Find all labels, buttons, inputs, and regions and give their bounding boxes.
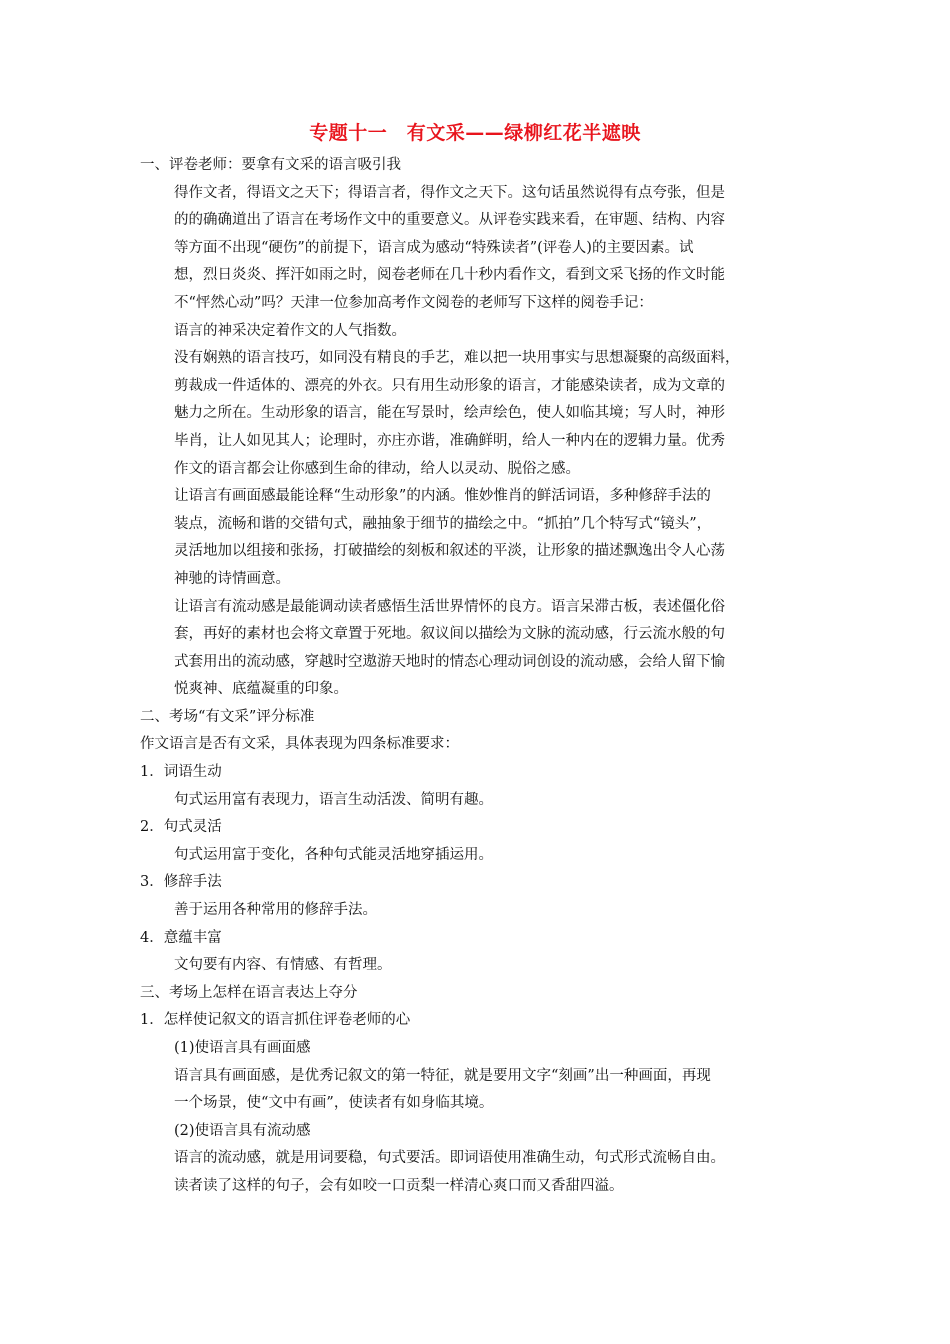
body-text-line: 得作文者，得语文之天下；得语言者，得作文之天下。这句话虽然说得有点夸张，但是 — [174, 184, 725, 201]
body-text-line: 句式运用富有表现力，语言生动活泼、简明有趣。 — [174, 791, 493, 808]
body-text-line: 没有娴熟的语言技巧，如同没有精良的手艺，难以把一块用事实与思想凝聚的高级面料， — [174, 350, 740, 367]
body-text-line: 剪裁成一件适体的、漂亮的外衣。只有用生动形象的语言，才能感染读者，成为文章的 — [174, 377, 725, 394]
body-text-line: 作文的语言都会让你感到生命的律动，给人以灵动、脱俗之感。 — [174, 460, 580, 477]
section-line: 二、考场“有文采”评分标准 — [140, 708, 315, 725]
body-text-line: 语言具有画面感，是优秀记叙文的第一特征，就是要用文字“刻画”出一种画面，再现 — [174, 1067, 711, 1084]
page-title: 专题十一 有文采——绿柳红花半遮映 — [309, 122, 641, 144]
body-text-line: 让语言有流动感是最能调动读者感悟生活世界情怀的良方。语言呆滞古板，表述僵化俗 — [174, 598, 725, 615]
body-text-line: 句式运用富于变化，各种句式能灵活地穿插运用。 — [174, 846, 493, 863]
section-line: 2．句式灵活 — [140, 819, 222, 836]
section-line: 3．修辞手法 — [140, 874, 222, 891]
body-text-line: 一个场景，使“文中有画”，使读者有如身临其境。 — [174, 1095, 494, 1112]
body-text-line: 等方面不出现“硬伤”的前提下，语言成为感动“特殊读者”(评卷人)的主要因素。试 — [174, 239, 694, 256]
body-text-line: 不“怦然心动”吗？天津一位参加高考作文阅卷的老师写下这样的阅卷手记： — [174, 294, 653, 311]
body-text-line: 灵活地加以组接和张扬，打破描绘的刻板和叙述的平淡，让形象的描述飘逸出令人心荡 — [174, 543, 725, 560]
body-text-line: 语言的神采决定着作文的人气指数。 — [174, 322, 406, 339]
body-text-line: 悦爽神、底蕴凝重的印象。 — [174, 681, 348, 698]
section-line: 1．怎样使记叙文的语言抓住评卷老师的心 — [140, 1012, 411, 1029]
body-text-line: 魅力之所在。生动形象的语言，能在写景时，绘声绘色，使人如临其境；写人时，神形 — [174, 405, 725, 422]
body-text-line: 想，烈日炎炎、挥汗如雨之时，阅卷老师在几十秒内看作文，看到文采飞扬的作文时能 — [174, 267, 725, 284]
section-line: 一、评卷老师：要拿有文采的语言吸引我 — [140, 157, 401, 173]
section-line: 作文语言是否有文采，具体表现为四条标准要求： — [140, 736, 459, 753]
body-text-line: 读者读了这样的句子，会有如咬一口贡梨一样清心爽口而又香甜四溢。 — [174, 1177, 624, 1194]
body-text-line: 的的确确道出了语言在考场作文中的重要意义。从评卷实践来看，在审题、结构、内容 — [174, 212, 725, 229]
body-text-line: 装点，流畅和谐的交错句式，融抽象于细节的描绘之中。“抓拍”几个特写式“镜头”， — [174, 515, 712, 532]
body-text-line: 让语言有画面感最能诠释“生动形象”的内涵。惟妙惟肖的鲜活词语，多种修辞手法的 — [174, 488, 711, 505]
body-text-line: 语言的流动感，就是用词要稳，句式要活。即词语使用准确生动，句式形式流畅自由。 — [174, 1150, 725, 1167]
document-body — [140, 152, 820, 1201]
body-text-line: 毕肖，让人如见其人；论理时，亦庄亦谐，准确鲜明，给人一种内在的逻辑力量。优秀 — [174, 432, 725, 449]
body-text-line: 善于运用各种常用的修辞手法。 — [174, 902, 377, 919]
body-text-line: (1)使语言具有画面感 — [174, 1040, 311, 1056]
section-line: 三、考场上怎样在语言表达上夺分 — [140, 984, 358, 1001]
body-text-line: 式套用出的流动感，穿越时空遨游天地时的情态心理动词创设的流动感，会给人留下愉 — [174, 653, 725, 670]
body-text-line: 神驰的诗情画意。 — [174, 570, 290, 587]
body-text-line: 文句要有内容、有情感、有哲理。 — [174, 957, 392, 974]
body-text-line: 套，再好的素材也会将文章置于死地。叙议间以描绘为文脉的流动感，行云流水般的句 — [174, 626, 725, 643]
body-text-line: (2)使语言具有流动感 — [174, 1122, 311, 1139]
section-line: 4．意蕴丰富 — [140, 929, 222, 946]
section-line: 1．词语生动 — [140, 764, 222, 781]
